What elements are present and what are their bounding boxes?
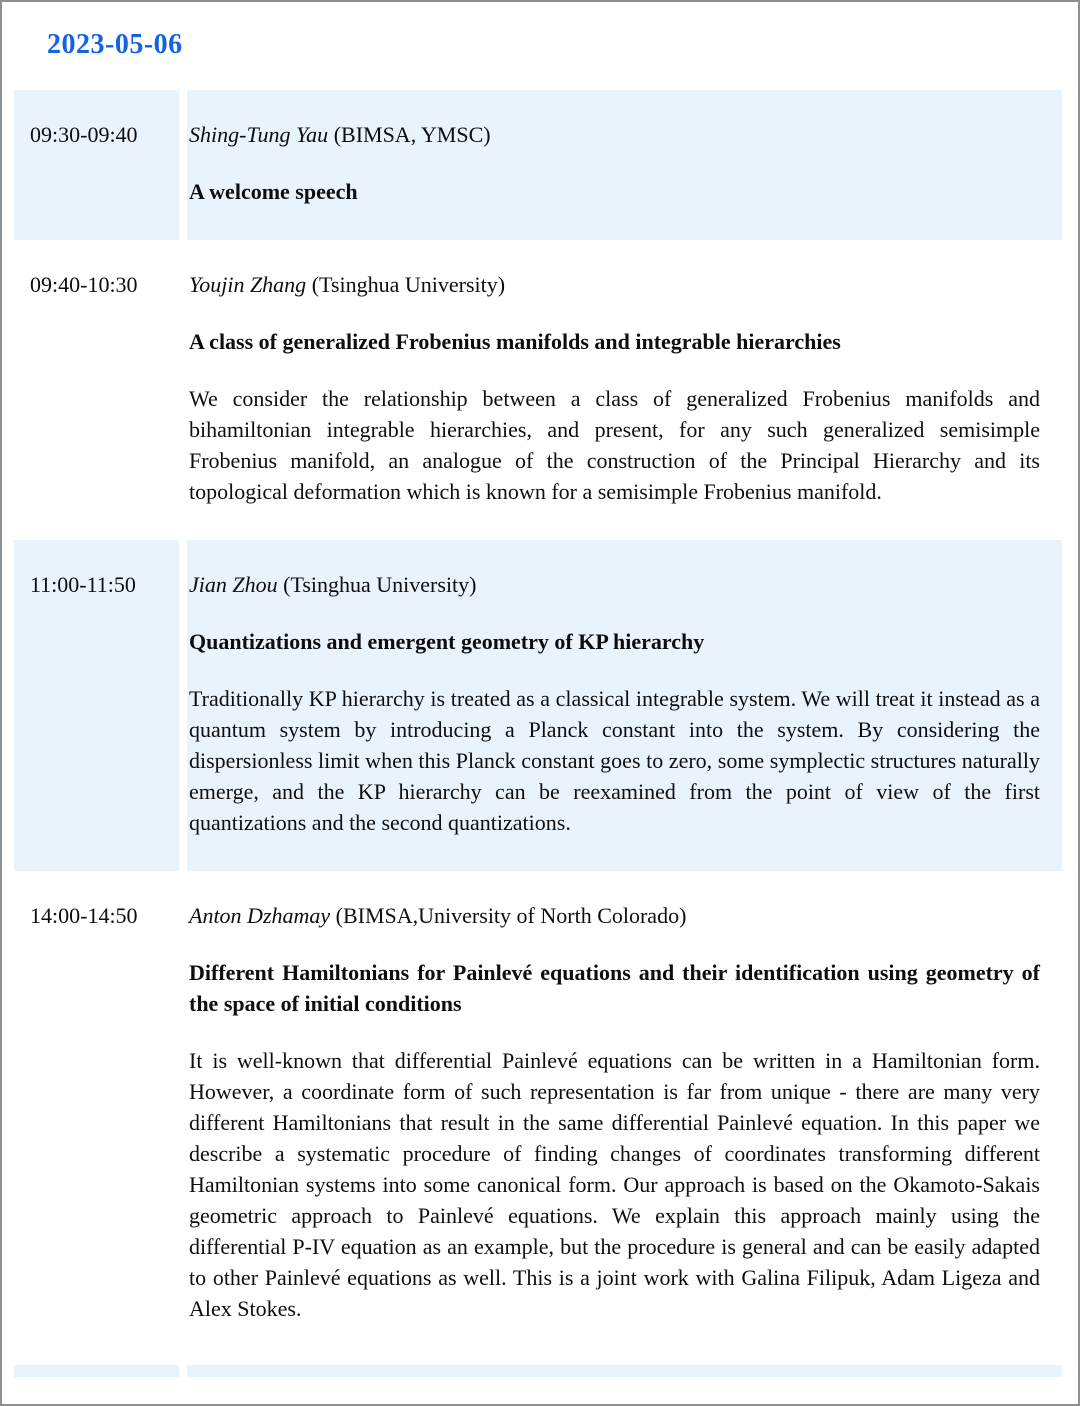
speaker-affiliation: (BIMSA,University of North Colorado): [335, 903, 687, 928]
talk-abstract: It is well-known that differential Painlevé equations can be written in a Hamiltonian form. However, a coordinate form of such representation is far from unique - there are many very different Hamiltonians that result in the same differential Painlevé equation. In this paper we describe a systematic procedure of finding changes of coordinates transforming different Hamiltonian systems into some canonical form. Our approach is based on the Okamoto-Sakais geometric approach to Painlevé equations. We explain this approach mainly using the differential P-IV equation as an example, but the procedure is general and can be easily adapted to other Painlevé equations as well. This is a joint work with Galina Filipuk, Adam Ligeza and Alex Stokes.: [189, 1048, 1040, 1321]
talk-abstract: We consider the relationship between a class of generalized Frobenius manifolds and bihamiltonian integrable hierarchies, and present, for any such generalized semisimple Frobenius manifold, an analogue of the construction of the Principal Hierarchy and its topological deformation which is known for a semisimple Frobenius manifold.: [189, 386, 1040, 504]
speaker-line: [189, 569, 1040, 600]
session-content: [187, 871, 1062, 1357]
session-content: [187, 1365, 1062, 1377]
speaker-affiliation: (Tsinghua University): [283, 572, 477, 597]
session-content: [187, 90, 1062, 240]
time-cell: [14, 1365, 179, 1377]
session-content: [187, 240, 1062, 540]
date-header: [2, 2, 1078, 90]
talk-title: Quantizations and emergent geometry of KP hierarchy: [189, 629, 705, 654]
time-cell: 11:00-11:50: [14, 540, 179, 871]
talk-title: Different Hamiltonians for Painlevé equations and their identification using geometry of the space of initial conditions: [189, 960, 1040, 1016]
speaker-name: Shing-Tung Yau: [189, 122, 329, 147]
time-cell: 09:30-09:40: [14, 90, 179, 240]
session-content: [187, 540, 1062, 871]
session-row: [14, 240, 1062, 540]
speaker-name: Jian Zhou: [189, 572, 278, 597]
time-cell: 09:40-10:30: [30, 272, 138, 297]
session-row: [14, 871, 1062, 1357]
session-list: [14, 90, 1062, 1377]
session-row: [14, 540, 1062, 871]
speaker-line: [189, 269, 1040, 300]
speaker-affiliation: (Tsinghua University): [311, 272, 506, 297]
speaker-line: [189, 900, 1040, 931]
talk-title: A welcome speech: [189, 179, 358, 204]
talk-abstract: Traditionally KP hierarchy is treated as a classical integrable system. We will treat it instead as a quantum system by introducing a Planck constant into the system. By considering the dispersionless limit when this Planck constant goes to zero, some symplectic structures naturally emerge, and the KP hierarchy can be reexamined from the point of view of the first quantizations and the second quantizations.: [189, 686, 1040, 835]
talk-title: A class of generalized Frobenius manifolds and integrable hierarchies: [189, 329, 841, 354]
speaker-line: [189, 119, 1040, 150]
speaker-name: Anton Dzhamay: [189, 903, 331, 928]
next-session-partial-row: [14, 1365, 1062, 1377]
speaker-name: Youjin Zhang: [189, 272, 307, 297]
speaker-affiliation: (BIMSA, YMSC): [333, 122, 491, 147]
time-cell: 14:00-14:50: [30, 903, 138, 928]
session-row: [14, 90, 1062, 240]
session-date: 2023-05-06: [47, 29, 183, 60]
